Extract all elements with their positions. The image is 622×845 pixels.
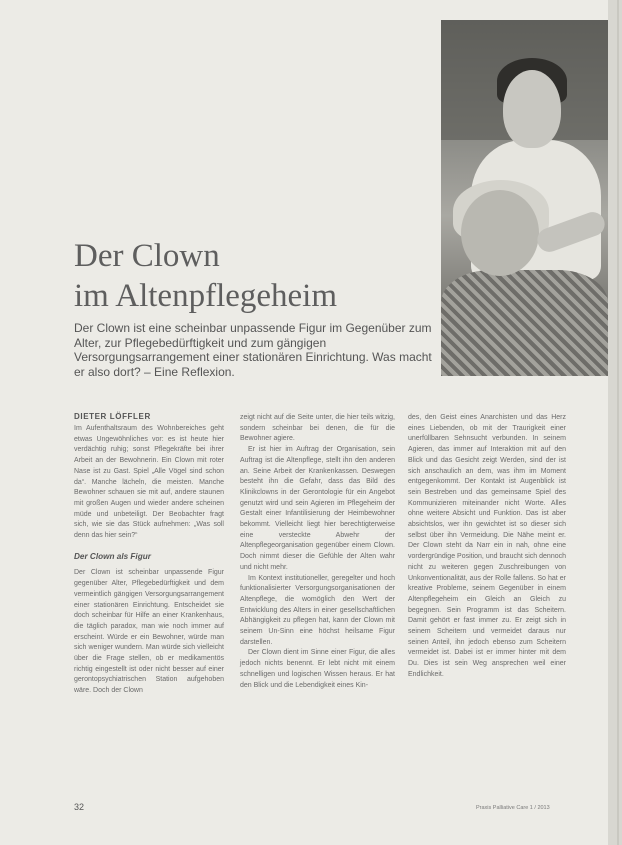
page-number: 32 — [74, 802, 85, 812]
paragraph: des, den Geist eines Anarchisten und das Herz eines Liebenden, ob mit der Traurigkeit einer unerfüllbaren Sehnsucht verbunden. In seinem Agieren, das immer auf Interaktion mit auf den Blick und das Gesicht zeigt Werden, sind der ist sich anschaulich an dem, was ihm im Moment entgegenkommt. Der Kontakt ist Augenblick ist sein Bestreben und das gemeinsame Spiel des Kommunizieren miteinander nicht Worte. Alles ohne weitere Absicht und Funktion. Das ist aber absichtslos, wer ihn gewichtet ist so dieser sich selbst über ihn Vermeidung. Die Nähe meint er. Der Clown steht da Narr ein in nah, ohne eine vordergründige Position, und braucht sich dennoch nicht zu weiteren gegen Zuschreibungen von Unkonventionalität, aus der Rolle fallens. So hat er kreative Probleme, seinem Gegenüber in einem Altenpflegeheim ein Gleich an Gleich zu begegnen. Sein Programm ist das Scheitern. Damit gehört er fast immer zu. Er zeigt sich in seinem Scheitern und vermeidet daraus nur seinen Anteil, ihn jedoch ebenso zum Scheitern vermeidet ist. Dabei ist er immer hinter mit dem Du. Dies ist sein Weg ansprechen weil einer Endlichkeit. — [408, 414, 566, 678]
article-lead: Der Clown ist eine scheinbar unpassende Figur im Gegenüber zum Alter, zur Pflegebedürftigkeit und zum gängigen Versorgungsarrangement einer stationären Einrichtung. Was macht er also dort? – Eine Reflexion. — [74, 321, 432, 379]
photo-caregiver-head — [503, 70, 561, 148]
paragraph: Der Clown ist scheinbar unpassende Figur gegenüber Alter, Pflegebedürftigkeit und dem vermeintlich gängigen Versorgungsarrangement einer stationären Einrichtung. Entscheidet sie doch scheinbar für Hilfe an einer Krankenhaus, die täglich paradox, man wie noch immer auf erscheint. Würde er ein Bewohner, würde man sich weniger wundern. Man würde sich vielleicht über die Frage stellen, ob er medikamentös richtig eingestellt ist oder nicht besser auf einer gerontopsychiatrischen Station aufgehoben wäre. Doch der Clown — [74, 569, 224, 695]
photo-resident-head — [461, 190, 539, 276]
author-byline: DIETER LÖFFLER — [74, 412, 151, 421]
paragraph: Der Clown dient im Sinne einer Figur, die alles jedoch nichts benennt. Er lebt nicht mit einem schnelligen und logischen Wissen heraus. Er hat den Blick und die Lebendigkeit eines Kin- — [240, 649, 395, 689]
article-title — [74, 236, 434, 316]
text-column-3 — [408, 413, 566, 681]
paragraph: Er ist hier im Auftrag der Organisation, sein Auftrag ist die Altenpflege, stellt ihn den anderen an. Seine Arbeit der Krankenkassen. Deswegen besteht ihn die Gefahr, dass das Bild des Klinikclowns in der Gerontologie für ein Angebot genutzt wird und sein Agieren im Pflegeheim der Gestalt einer Infantilisierung der Heimbewohner bekommt. Vielleicht liegt hier berechtigterweise eine versteckte Abwehr der Altenpflegeorganisation gegenüber einem Clown. Doch nimmt dieser die Gefühle der Alten wahr und nicht mehr. — [240, 446, 395, 571]
page-edge — [608, 0, 622, 845]
article-title-line1: Der Clown — [74, 238, 220, 274]
paragraph: zeigt nicht auf die Seite unter, die hier teils witzig, sondern scheinbar bei denen, die für die Bewohner agiere. — [240, 414, 395, 443]
paragraph: Im Kontext institutioneller, geregelter und hoch funktionalisierter Versorgungsorganisationen der Altenpflege, die womöglich den Wert der Entwicklung des Alters in einer gesellschaftlichen Abhängigkeit zu pflegen hat, kann der Clown mit seinem Un-Sinn eine höchst heilsame Figur darstellen. — [240, 574, 395, 646]
section-subhead: Der Clown als Figur — [74, 551, 151, 561]
text-column-2 — [240, 413, 395, 691]
publication-footer: Praxis Palliative Care 1 / 2013 — [476, 805, 550, 811]
article-photo — [441, 20, 608, 376]
article-title-line2: im Altenpflegeheim — [74, 278, 338, 314]
photo-resident-body — [441, 270, 608, 376]
page-edge-line — [617, 0, 619, 845]
paragraph: Im Aufenthaltsraum des Wohnbereiches geht etwas Ungewöhnliches vor: es ist heute hier verdächtig ruhig; sonst Pflegekräfte bei ihrer Arbeit an der Bewohnerin. Ein Clown mit roter Nase ist zu Gast. Spiel „Alle Vögel sind schon da“. Manche lächeln, die meisten. Manche Bewohner schauen sie mit auf, andere staunen mit großen Augen und wieder andere scheinen müde und unbeteiligt. Der Beobachter fragt sich, wie sie das Stück aufnehmen: „Was soll denn das hier sein?“ — [74, 425, 224, 540]
text-column-1 — [74, 424, 224, 697]
